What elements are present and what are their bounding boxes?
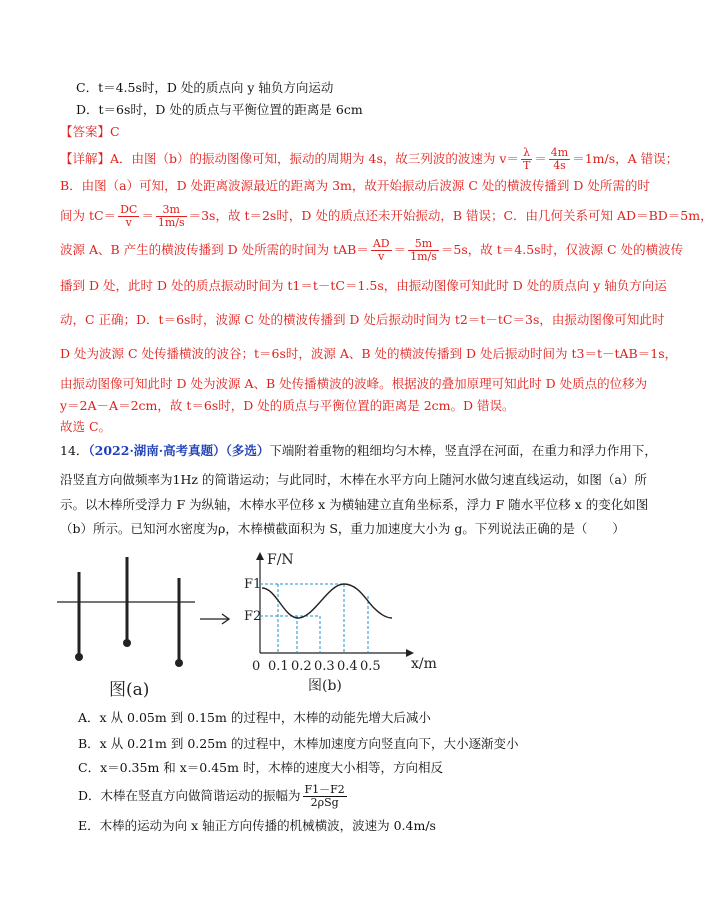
analysis-text: ＝3s，故 t＝2s时，D 处的质点还未开始振动，B 错误；C．由几何关系可知 AD＝BD＝5m， bbox=[188, 208, 713, 223]
fraction bbox=[408, 238, 439, 263]
analysis-line-2: B．由图（a）可知，D 处距离波源最近的距离为 3m，故开始振动后波源 C 处的横波传播到 D 处所需的时 bbox=[60, 178, 650, 193]
equals: ＝ bbox=[534, 151, 547, 166]
fraction bbox=[118, 204, 139, 229]
analysis-text: 间为 tC＝ bbox=[60, 208, 117, 223]
question-text: 下端附着重物的粗细均匀木棒，竖直浮在河面，在重力和浮力作用下， bbox=[269, 443, 657, 458]
denominator: v bbox=[378, 250, 385, 263]
question-line-1 bbox=[60, 443, 657, 459]
fraction bbox=[521, 147, 532, 172]
numerator: λ bbox=[521, 147, 532, 160]
figure-a bbox=[55, 552, 235, 702]
dashed-guides bbox=[260, 584, 368, 653]
answer-line bbox=[60, 124, 120, 140]
figure-b-caption: 图(b) bbox=[308, 678, 342, 694]
rod-weight-middle bbox=[123, 639, 131, 647]
analysis-text: 波源 A、B 产生的横波传播到 D 处所需的时间为 tAB＝ bbox=[60, 242, 369, 257]
x-tick-label: 0.4 bbox=[337, 659, 358, 674]
denominator: 1m/s bbox=[157, 216, 185, 229]
analysis-line-4: 波源 A、B 产生的横波传播到 D 处所需的时间为 tAB＝ $\frac{AD}{v}$ ＝ $\frac{5m}{1m/s}$ ＝5s，故 t＝4.5s时，仅波源 C 处的横波传 bbox=[60, 237, 684, 263]
question-number: 14． bbox=[60, 443, 89, 458]
y-axis-label: F/N bbox=[267, 552, 294, 568]
x-tick-label: 0.3 bbox=[314, 659, 335, 674]
analysis-line-7: D 处为波源 C 处传播横波的波谷；t＝6s时，波源 A、B 处的横波传播到 D 处后振动时间为 t3＝t－tAB＝1s， bbox=[60, 346, 678, 361]
analysis-conclusion: 故选 C。 bbox=[60, 419, 112, 434]
numerator: 5m bbox=[408, 238, 439, 251]
f2-label: F2 bbox=[244, 609, 262, 624]
prev-option-d: D．t＝6s时，D 处的质点与平衡位置的距离是 6cm bbox=[76, 102, 363, 117]
fraction bbox=[371, 238, 392, 263]
answer-label: 【答案】 bbox=[60, 124, 111, 139]
option-d-text: D．木棒在竖直方向做简谐运动的振幅为 bbox=[78, 788, 301, 803]
x-tick-label: 0.1 bbox=[268, 659, 289, 674]
force-curve bbox=[262, 584, 392, 618]
analysis-line-1 bbox=[60, 147, 678, 172]
numerator: F1－F2 bbox=[304, 783, 345, 796]
denominator: 4s bbox=[553, 159, 566, 172]
option-d bbox=[78, 784, 349, 809]
option-b: B．x 从 0.21m 到 0.25m 的过程中，木棒加速度方向竖直向下，大小逐渐变小 bbox=[78, 736, 519, 751]
figure-b-graph bbox=[240, 548, 440, 698]
analysis-line-6: 动，C 正确；D．t＝6s时，波源 C 处的横波传播到 D 处后振动时间为 t2＝t－tC＝3s，由振动图像可知此时 bbox=[60, 312, 665, 327]
analysis-line-9: y＝2A－A＝2cm，故 t＝6s时，D 处的质点与平衡位置的距离是 2cm。D 错误。 bbox=[60, 398, 515, 413]
denominator: 1m/s bbox=[410, 250, 437, 263]
numerator: 3m bbox=[156, 204, 187, 217]
denominator: 2ρSg bbox=[310, 796, 339, 809]
denominator: T bbox=[522, 159, 531, 172]
x-axis-label: x/m bbox=[411, 656, 437, 672]
fraction bbox=[156, 204, 187, 229]
option-a: A．x 从 0.05m 到 0.15m 的过程中，木棒的动能先增大后减小 bbox=[78, 710, 431, 725]
x-tick-label: 0.2 bbox=[291, 659, 312, 674]
question-line-2: 沿竖直方向做频率为1Hz 的简谐运动；与此同时，木棒在水平方向上随河水做匀速直线运动，如图（a）所 bbox=[60, 472, 647, 487]
rod-weight-right bbox=[175, 659, 183, 667]
numerator: DC bbox=[120, 203, 138, 216]
analysis-line-5: 播到 D 处，此时 D 处的质点振动时间为 t1＝t－tC＝1.5s，由振动图像可知此时 D 处的质点向 y 轴负方向运 bbox=[60, 278, 667, 293]
analysis-line-8: 由振动图像可知此时 D 处为波源 A、B 处传播横波的波峰。根据波的叠加原理可知此时 D 处质点的位移为 bbox=[60, 376, 648, 391]
option-c: C．x＝0.35m 和 x＝0.45m 时，木棒的速度大小相等，方向相反 bbox=[78, 760, 443, 775]
option-e: E．木棒的运动为向 x 轴正方向传播的机械横波，波速为 0.4m/s bbox=[78, 818, 436, 833]
option-d-fraction bbox=[303, 784, 347, 809]
analysis-label: 【详解】 bbox=[60, 151, 111, 166]
analysis-line-3: 间为 tC＝ $\frac{DC}{v}$ ＝ $\frac{3m}{1m/s}$ ＝3s，故 t＝2s时，D 处的质点还未开始振动，B 错误；C．由几何关系可知 AD＝BD＝5m， bbox=[60, 203, 713, 229]
figure-a-caption: 图(a) bbox=[109, 680, 150, 700]
analysis-text: ＝5s，故 t＝4.5s时，仅波源 C 处的横波传 bbox=[440, 242, 684, 257]
fraction bbox=[549, 147, 570, 172]
question-source: （2022·湖南·高考真题）（多选） bbox=[88, 443, 270, 458]
prev-option-c: C．t＝4.5s时，D 处的质点向 y 轴负方向运动 bbox=[76, 80, 334, 95]
origin-label: 0 bbox=[252, 659, 261, 674]
x-tick-label: 0.5 bbox=[360, 659, 381, 674]
f1-label: F1 bbox=[244, 577, 262, 592]
answer-value: C bbox=[110, 124, 120, 139]
analysis-text: ＝1m/s，A 错误； bbox=[572, 151, 679, 166]
y-axis-arrow-icon bbox=[256, 552, 264, 560]
numerator: AD bbox=[372, 237, 390, 250]
question-line-3: 示。以木棒所受浮力 F 为纵轴，木棒水平位移 x 为横轴建立直角坐标系，浮力 F 随水平位移 x 的变化如图 bbox=[60, 497, 649, 512]
rod-weight-left bbox=[75, 653, 83, 661]
numerator: 4m bbox=[550, 146, 569, 159]
analysis-text: A．由图（b）的振动图像可知，振动的周期为 4s，故三列波的波速为 v＝ bbox=[110, 151, 519, 166]
question-line-4: （b）所示。已知河水密度为ρ，木棒横截面积为 S，重力加速度大小为 g。下列说法正确的是（ ） bbox=[60, 521, 625, 536]
denominator: v bbox=[125, 216, 132, 229]
arrow-right-icon bbox=[198, 612, 234, 626]
